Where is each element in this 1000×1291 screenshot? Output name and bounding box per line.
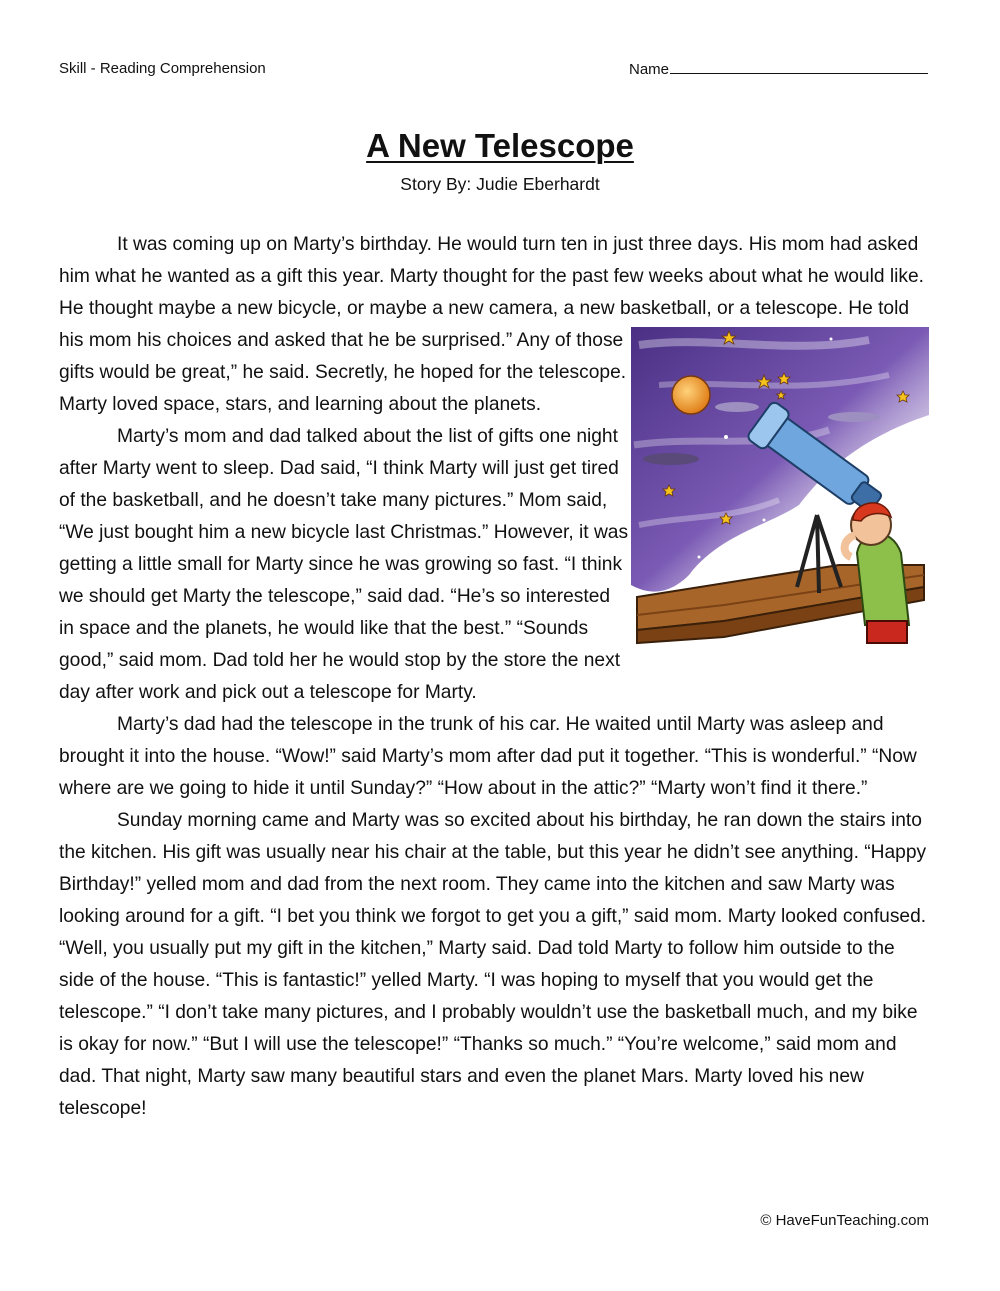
name-blank-line: [670, 59, 928, 74]
paragraph-text: Marty’s mom and dad talked about the list of gifts one night after Marty went to sleep. Dad said, “I think Marty will just get tired of the basketball, and he doesn’t take many pictures.” Mom said, “We just bought him a new bicycle last Christmas.” However, it was getting a little small for Marty since he was growing so fast. “I think we should get Marty the telescope,” said dad. “He’s so interested in space and the planets, he would like that the best.” “Sounds good,” said mom. Dad told her he would stop by the store the next day after work and pick out a telescope for Marty.: [59, 426, 629, 703]
story-byline: Story By: Judie Eberhardt: [400, 174, 600, 194]
paragraph-text: Sunday morning came and Marty was so excited about his birthday, he ran down the stairs into the kitchen. His gift was usually near his chair at the table, but this year he didn’t see anything. “Happy Birthday!” yelled mom and dad from the next room. They came into the kitchen and saw Marty was looking around for a gift. “I bet you think we forgot to get you a gift,” said mom. Marty looked confused. “Well, you usually put my gift in the kitchen,” Marty said. Dad told Marty to follow him outside to the side of the house. “This is fantastic!” yelled Marty. “I was hoping to myself that you would get the telescope.” “I don’t take many pictures, and I probably wouldn’t use the basketball much, and my bike is okay for now.” “But I will use the telescope!” “Thanks so much.” “You’re welcome,” said mom and dad. That night, Marty saw many beautiful stars and even the planet Mars. Marty loved his new telescope!: [59, 810, 927, 1119]
story-title-text: A New Telescope: [366, 127, 634, 164]
boy-with-telescope-illustration-icon: [629, 325, 934, 650]
copyright-footer: © HaveFunTeaching.com: [760, 1212, 929, 1229]
story-paragraph-4: [59, 805, 934, 1125]
telescope-illustration: [629, 325, 934, 650]
story-body: [59, 229, 934, 1125]
paragraph-text: Marty’s dad had the telescope in the trunk of his car. He waited until Marty was asleep and brought it into the house. “Wow!” said Marty’s mom after dad put it together. “This is wonderful.” “Now where are we going to hide it until Sunday?” “How about in the attic?” “Marty won’t find it there.”: [59, 714, 917, 799]
name-label: Name: [629, 61, 670, 78]
paragraph-text: It was coming up on Marty’s birthday. He would turn ten in just three days. His mom had asked him what he wanted as a gift this year. Marty thought for the past few weeks about what he would like. He thought maybe a new bicycle, or maybe a new camera, a new basketball, or a telescope. He told his mom his choices and asked that he be surprised.” Any of those gifts would be great,” he said. Secretly, he hoped for the telescope. Marty loved space, stars, and learning about the planets.: [59, 234, 924, 415]
story-paragraph-3: [59, 709, 934, 805]
story-title: [0, 124, 1000, 168]
skill-label: Skill - Reading Comprehension: [59, 60, 266, 77]
name-field: [629, 59, 928, 80]
